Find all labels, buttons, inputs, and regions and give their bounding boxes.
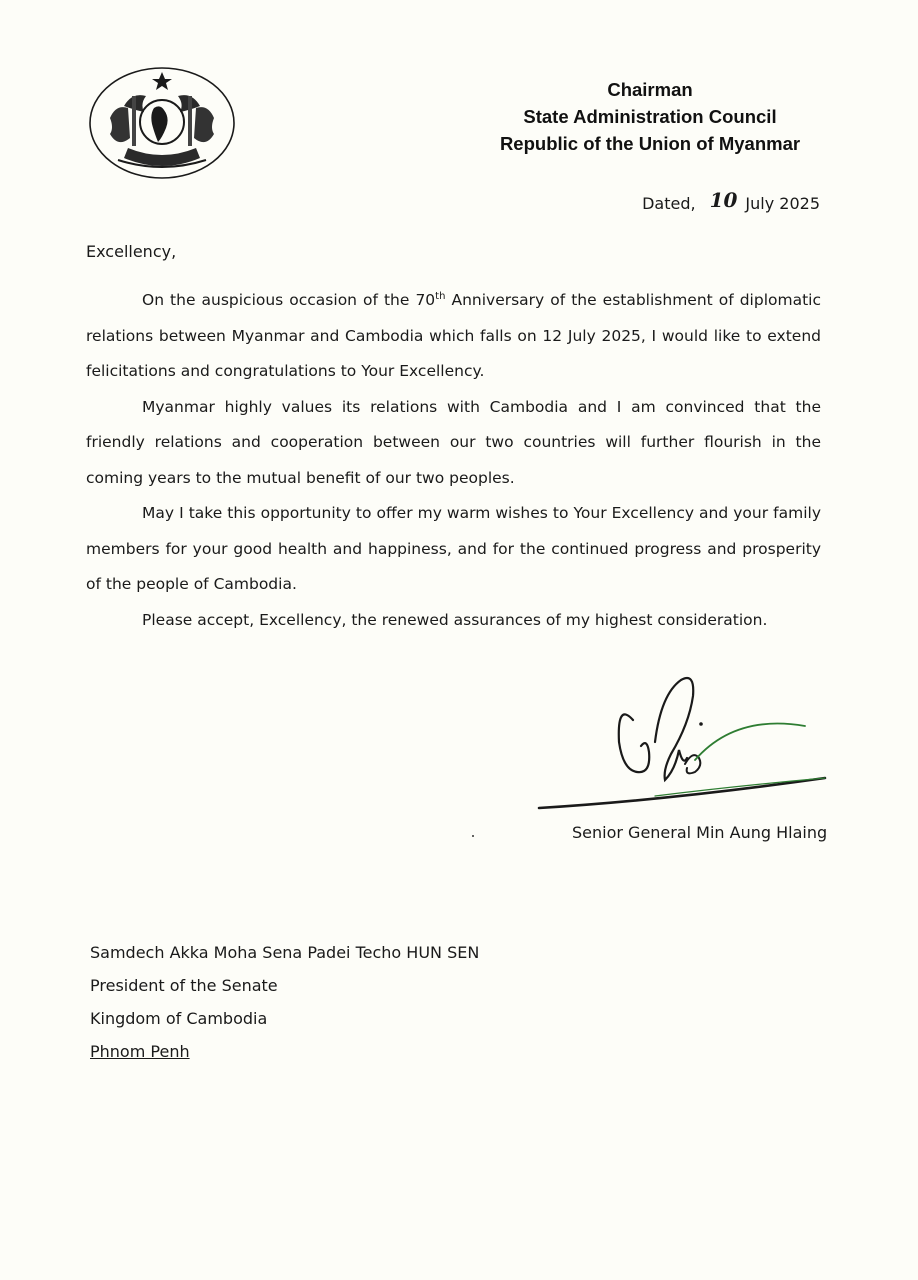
ink-speck (472, 835, 474, 837)
recipient-country: Kingdom of Cambodia (90, 1009, 268, 1028)
letter-body (86, 283, 821, 638)
salutation: Excellency, (86, 242, 177, 261)
state-emblem (88, 66, 236, 180)
letterhead (440, 76, 860, 157)
signer-name: Senior General Min Aung Hlaing (572, 823, 828, 842)
handwritten-signature (535, 672, 835, 822)
letterhead-country: Republic of the Union of Myanmar (499, 133, 801, 154)
paragraph-3: May I take this opportunity to offer my warm wishes to Your Excellency and your family members for your good health and happiness, and for the continued progress and prosperity of the people of Cambodia. (86, 504, 821, 593)
date-prefix: Dated, (642, 194, 696, 213)
recipient-city: Phnom Penh (90, 1042, 190, 1061)
letterhead-council: State Administration Council (523, 106, 777, 127)
letter-date (642, 190, 820, 214)
recipient-title: President of the Senate (90, 976, 278, 995)
paragraph-2: Myanmar highly values its relations with Cambodia and I am convinced that the friendly relations and cooperation between our two countries will further flourish in the coming years to the mutual benefit of our two peoples. (86, 397, 821, 487)
date-day: 10 (709, 188, 738, 212)
recipient-name: Samdech Akka Moha Sena Padei Techo HUN SEN (90, 943, 480, 962)
date-month-year: July 2025 (745, 194, 820, 213)
letterhead-title: Chairman (607, 79, 693, 100)
paragraph-4: Please accept, Excellency, the renewed assurances of my highest consideration. (142, 610, 768, 629)
paragraph-1: On the auspicious occasion of the 70th Anniversary of the establishment of diplomatic relations between Myanmar and Cambodia which falls on 12 July 2025, I would like to extend felicitations and congratulations to Your Excellency. (86, 290, 821, 380)
recipient-address (90, 936, 479, 1068)
